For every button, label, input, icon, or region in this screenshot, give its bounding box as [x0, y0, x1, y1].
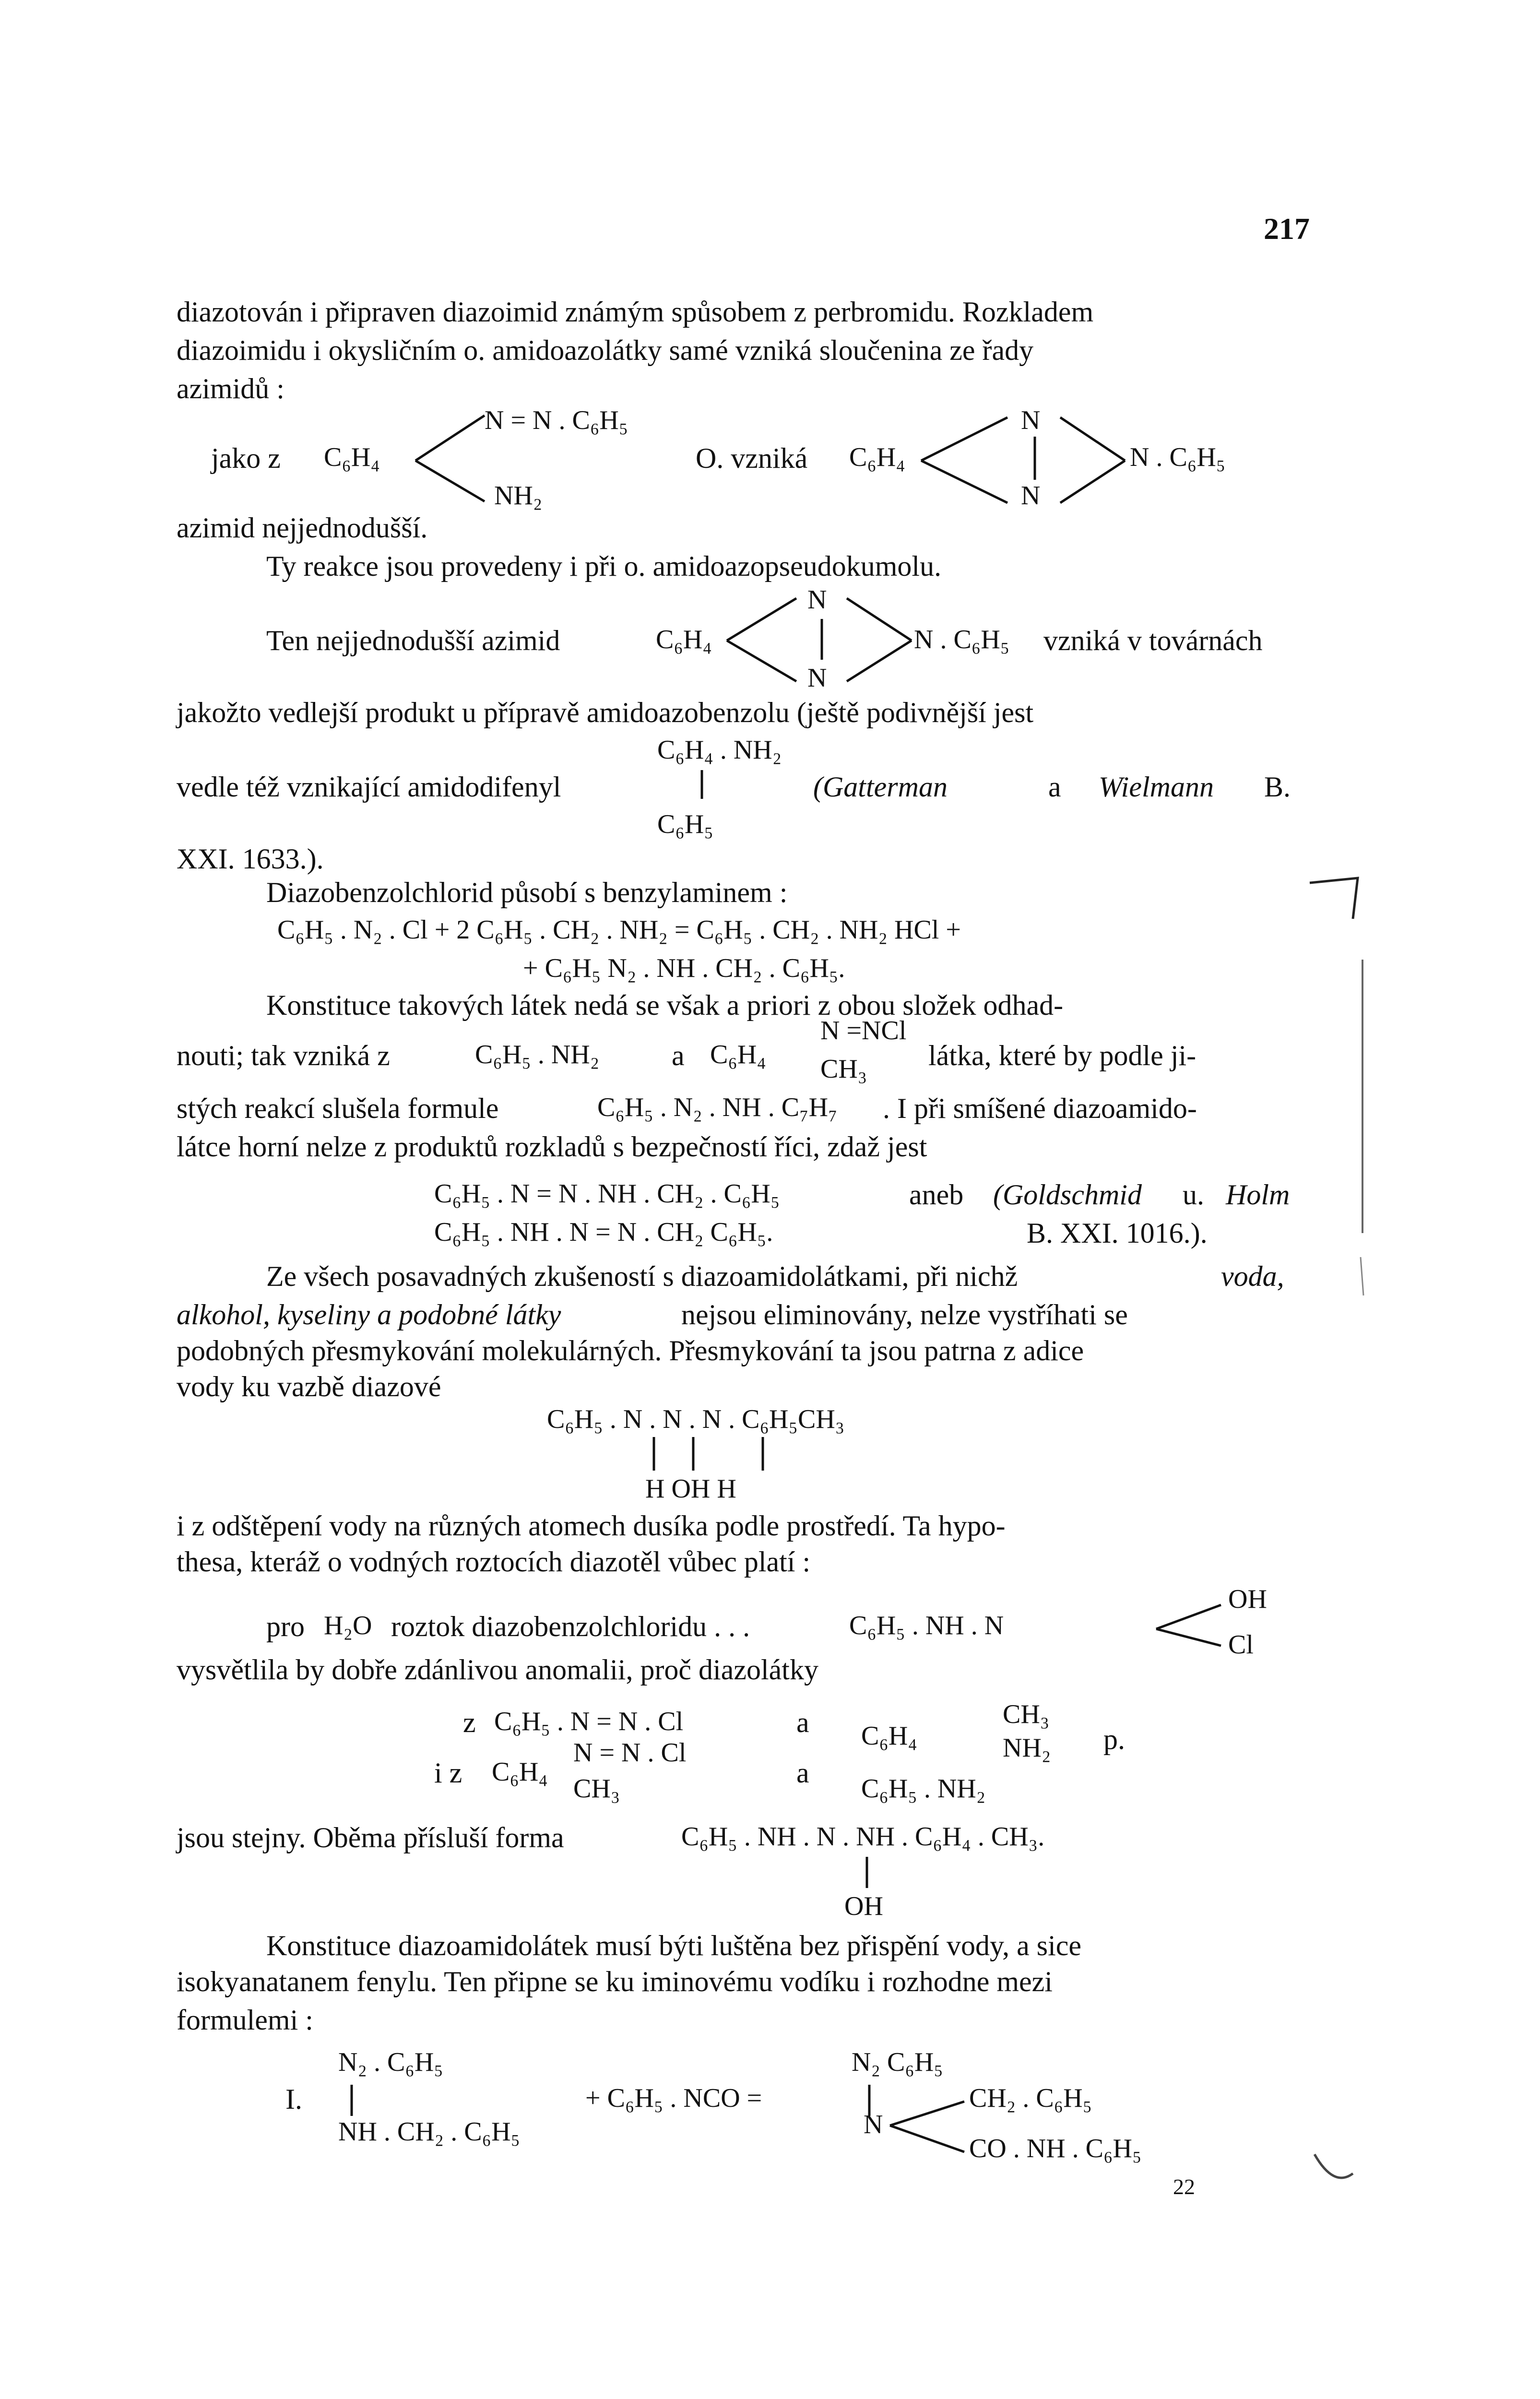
- text-line: formulemi :: [177, 2004, 313, 2036]
- signature-mark: 22: [1173, 2174, 1195, 2199]
- formula: H₂O: [324, 1611, 372, 1640]
- text-line: Ten nejjednodušší azimid: [266, 625, 560, 656]
- text-line: jakožto vedlejší produkt u přípravě amidoazobenzolu (ještě podivnější jest: [177, 697, 1034, 728]
- formula: OH: [1228, 1584, 1267, 1614]
- formula: OH: [844, 1891, 883, 1921]
- formula: N: [807, 663, 827, 693]
- formula: C₆H₅: [657, 809, 713, 839]
- formula: N₂ . C₆H₅: [338, 2047, 443, 2077]
- formula: N₂ C₆H₅: [852, 2047, 943, 2077]
- formula: + C₆H₅ N₂ . NH . CH₂ . C₆H₅.: [523, 953, 845, 983]
- text-line: p.: [1103, 1723, 1125, 1755]
- formula: N = N . Cl: [573, 1738, 687, 1768]
- citation: Holm: [1226, 1179, 1290, 1211]
- text-label: O. vzniká: [696, 442, 808, 474]
- text-line: látce horní nelze z produktů rozkladů s bezpečností říci, zdaž jest: [177, 1131, 927, 1163]
- text-line: i z: [434, 1757, 462, 1789]
- formula: CH₃: [1003, 1699, 1050, 1729]
- formula: C₆H₄: [656, 625, 712, 654]
- text-line: i z odštěpení vody na různých atomech dusíka podle prostředí. Ta hypo-: [177, 1510, 1006, 1542]
- formula: CH₂ . C₆H₅: [969, 2083, 1092, 2113]
- text-line: isokyanatanem fenylu. Ten připne se ku iminovému vodíku i rozhodne mezi: [177, 1966, 1053, 1997]
- text-label: jako z: [211, 442, 281, 474]
- formula: C₆H₅ . N = N . Cl: [494, 1707, 684, 1736]
- formula: C₆H₅ . N . N . N . C₆H₅CH₃: [547, 1404, 845, 1434]
- formula: C₆H₄ . NH₂: [657, 735, 782, 765]
- formula: C₆H₅ . NH₂: [475, 1040, 600, 1069]
- text-line: a: [796, 1707, 809, 1738]
- text-line: diazoimidu i okysličním o. amidoazolátky samé vzniká sloučenina ze řady: [177, 334, 1034, 366]
- text-line: aneb: [909, 1179, 964, 1211]
- text-line: vedle též vznikající amidodifenyl: [177, 771, 561, 803]
- formula: C₆H₅ . NH . N: [849, 1611, 1004, 1640]
- formula: N = N . C₆H₅: [485, 405, 628, 435]
- emphasis: voda,: [1221, 1260, 1284, 1292]
- text-line: nejsou eliminovány, nelze vystříhati se: [681, 1299, 1128, 1330]
- emphasis: alkohol, kyseliny a podobné látky: [177, 1299, 561, 1330]
- formula: C₆H₄: [710, 1040, 766, 1069]
- text-line: podobných přesmykování molekulárných. Přesmykování ta jsou patrna z adice: [177, 1335, 1084, 1366]
- text-line: thesa, kteráž o vodných roztocích diazotěl vůbec platí :: [177, 1546, 811, 1578]
- text-line: a: [796, 1757, 809, 1789]
- citation: (Goldschmid: [993, 1179, 1142, 1211]
- text-line: B.: [1264, 771, 1291, 803]
- formula: H OH H: [645, 1474, 736, 1504]
- formula: CO . NH . C₆H₅: [969, 2134, 1142, 2163]
- formula: C₆H₅ . NH . N . NH . C₆H₄ . CH₃.: [681, 1822, 1045, 1852]
- formula-label: I.: [285, 2083, 302, 2115]
- text-line: Konstituce diazoamidolátek musí býti luštěna bez přispění vody, a sice: [266, 1930, 1082, 1961]
- text-line: diazotován i připraven diazoimid známým spůsobem z perbromidu. Rozkladem: [177, 296, 1094, 328]
- formula: NH₂: [1003, 1733, 1051, 1763]
- formula: C₆H₄: [849, 442, 905, 472]
- formula: NH₂: [494, 481, 543, 511]
- formula: N: [864, 2110, 883, 2139]
- text-line: vysvětlila by dobře zdánlivou anomalii, proč diazolátky: [177, 1654, 818, 1686]
- text-line: u.: [1183, 1179, 1204, 1211]
- formula: N: [807, 585, 827, 615]
- text-line: nouti; tak vzniká z: [177, 1040, 390, 1071]
- formula: C₆H₄: [861, 1721, 917, 1751]
- formula: C₆H₅ . N = N . NH . CH₂ . C₆H₅: [434, 1179, 780, 1209]
- formula: N . C₆H₅: [1130, 442, 1226, 472]
- page-number: 217: [1264, 212, 1310, 246]
- text-line: jsou stejny. Oběma přísluší forma: [177, 1822, 564, 1853]
- formula: C₆H₅ . N₂ . NH . C₇H₇: [597, 1093, 838, 1122]
- formula: N: [1021, 481, 1041, 511]
- formula: CH₃: [820, 1054, 867, 1084]
- text-line: XXI. 1633.).: [177, 843, 324, 875]
- text-line: a: [672, 1040, 685, 1071]
- text-line: látka, které by podle ji-: [928, 1040, 1196, 1071]
- formula: N =NCl: [820, 1016, 907, 1045]
- text-line: vzniká v továrnách: [1043, 625, 1263, 656]
- text-line: Ty reakce jsou provedeny i při o. amidoazopseudokumolu.: [266, 550, 942, 582]
- formula: C₆H₅ . NH₂: [861, 1774, 986, 1804]
- text-line: vody ku vazbě diazové: [177, 1371, 441, 1402]
- text-line: a: [1048, 771, 1061, 803]
- formula: N . C₆H₅: [914, 625, 1010, 654]
- text-line: Diazobenzolchlorid působí s benzylaminem :: [266, 877, 788, 908]
- text-line: . I při smíšené diazoamido-: [883, 1093, 1197, 1124]
- formula: C₆H₅ . N₂ . Cl + 2 C₆H₅ . CH₂ . NH₂ = C₆H₅ . CH₂ . NH₂ HCl +: [277, 915, 961, 945]
- text-line: pro: [266, 1611, 305, 1642]
- formula: C₆H₄: [492, 1757, 548, 1787]
- formula: N: [1021, 405, 1041, 435]
- citation: Wielmann: [1099, 771, 1214, 803]
- formula: NH . CH₂ . C₆H₅: [338, 2117, 521, 2147]
- formula: CH₃: [573, 1774, 620, 1804]
- formula: Cl: [1228, 1630, 1254, 1660]
- formula: + C₆H₅ . NCO =: [585, 2083, 762, 2113]
- formula: C₆H₄: [324, 442, 380, 472]
- text-line: azimidů :: [177, 373, 284, 404]
- text-line: stých reakcí slušela formule: [177, 1093, 499, 1124]
- text-line: azimid nejjednodušší.: [177, 512, 428, 544]
- formula: C₆H₅ . NH . N = N . CH₂ C₆H₅.: [434, 1217, 773, 1247]
- text-line: Ze všech posavadných zkušeností s diazoamidolátkami, při nichž: [266, 1260, 1018, 1292]
- text-line: z: [463, 1707, 476, 1738]
- text-line: Konstituce takových látek nedá se však a priori z obou složek odhad-: [266, 989, 1064, 1021]
- citation: (Gatterman: [813, 771, 948, 803]
- text-line: roztok diazobenzolchloridu . . .: [391, 1611, 750, 1642]
- text-line: B. XXI. 1016.).: [1027, 1217, 1208, 1249]
